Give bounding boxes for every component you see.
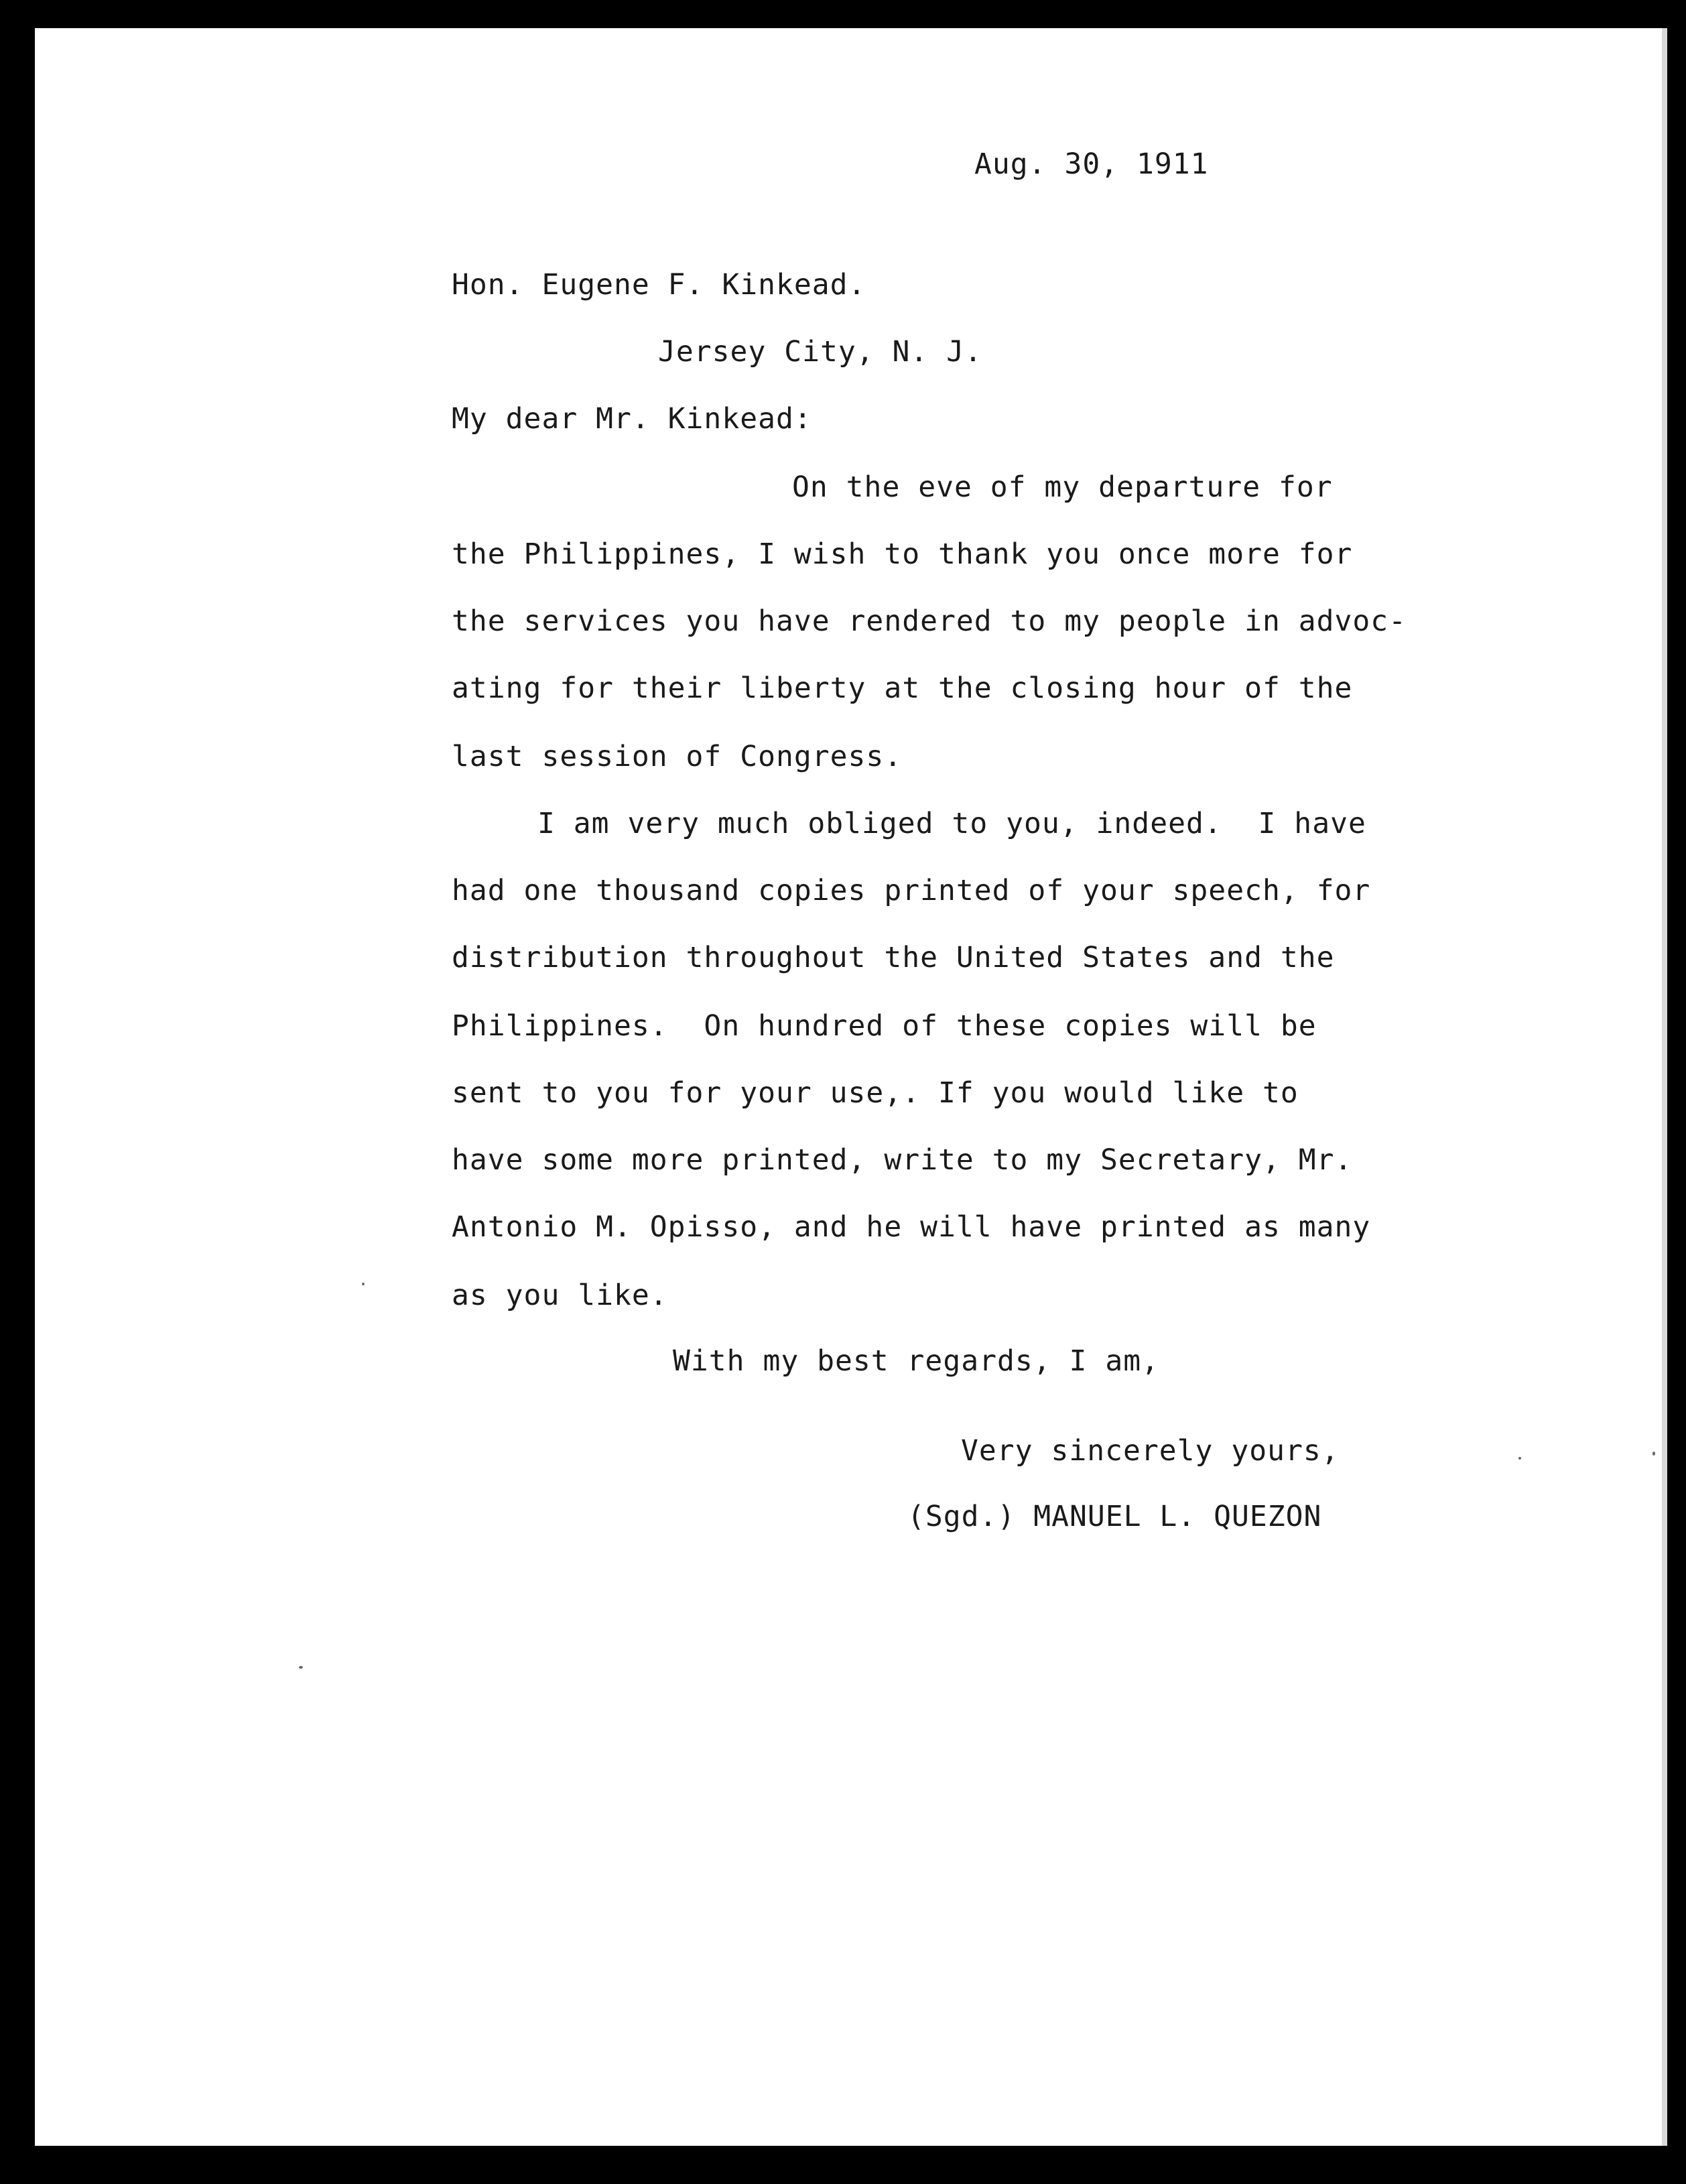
- body-line: the services you have rendered to my people in advoc-: [452, 604, 1407, 638]
- body-line: Antonio M. Opisso, and he will have printed as many: [452, 1210, 1371, 1244]
- recipient-city: Jersey City, N. J.: [658, 335, 982, 369]
- paper-speck: [1518, 1457, 1521, 1460]
- body-line: Philippines. On hundred of these copies will be: [452, 1009, 1317, 1043]
- salutation: My dear Mr. Kinkead:: [452, 402, 812, 436]
- body-line: sent to you for your use,. If you would like to: [452, 1076, 1299, 1110]
- complimentary-close: Very sincerely yours,: [961, 1434, 1340, 1468]
- recipient-name: Hon. Eugene F. Kinkead.: [452, 268, 866, 302]
- paper-speck: [299, 1666, 303, 1669]
- body-line: the Philippines, I wish to thank you once more for: [452, 537, 1353, 571]
- closing-line: With my best regards, I am,: [673, 1344, 1159, 1378]
- body-line: had one thousand copies printed of your speech, for: [452, 874, 1371, 907]
- body-line: I am very much obliged to you, indeed. I have: [537, 807, 1366, 840]
- letter-page: [35, 28, 1667, 2146]
- body-line: last session of Congress.: [452, 740, 903, 773]
- body-line: On the eve of my departure for: [792, 470, 1333, 504]
- body-line: as you like.: [452, 1279, 668, 1312]
- paper-speck: [1652, 1452, 1655, 1456]
- body-line: distribution throughout the United States and the: [452, 941, 1335, 974]
- letter-date: Aug. 30, 1911: [974, 147, 1209, 181]
- signature: (Sgd.) MANUEL L. QUEZON: [907, 1500, 1322, 1533]
- body-line: ating for their liberty at the closing hour of the: [452, 671, 1353, 705]
- body-line: have some more printed, write to my Secretary, Mr.: [452, 1143, 1353, 1177]
- paper-speck: [362, 1283, 365, 1285]
